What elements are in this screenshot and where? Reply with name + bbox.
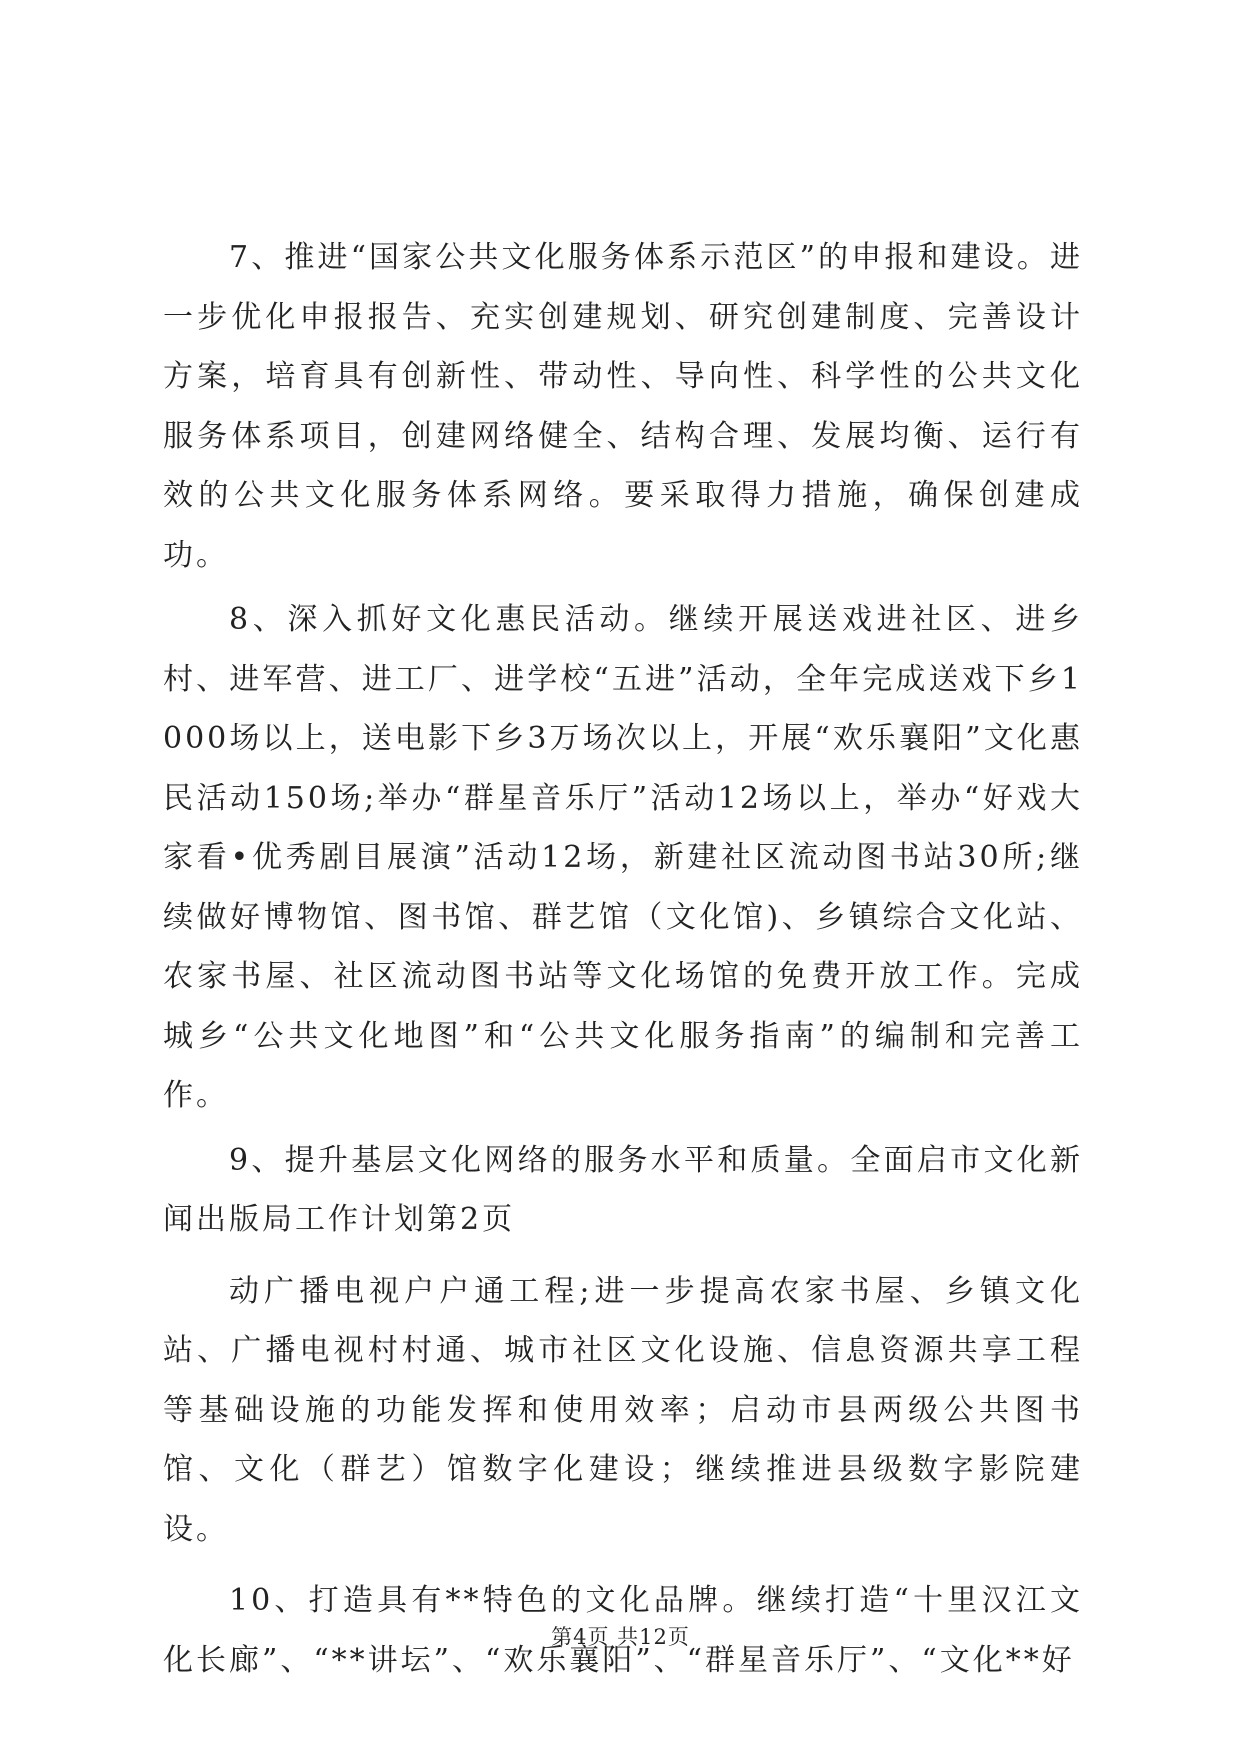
paragraph-item-10: 10、打造具有**特色的文化品牌。继续打造“十里汉江文化长廊”、“**讲坛”、“欢乐襄阳”、“群星音乐厅”、“文化**好: [163, 1583, 1083, 1678]
paragraph-continuation: 动广播电视户户通工程;进一步提高农家书屋、乡镇文化站、广播电视村村通、城市社区文化设施、信息资源共享工程等基础设施的功能发挥和使用效率；启动市县两级公共图书馆、文化（群艺）馆数字化建设；继续推进县级数字影院建设。: [163, 1273, 1083, 1547]
paragraph-item-7: 7、推进“国家公共文化服务体系示范区”的申报和建设。进一步优化申报报告、充实创建规划、研究创建制度、完善设计方案，培育具有创新性、带动性、导向性、科学性的公共文化服务体系项目，创建网络健全、结构合理、发展均衡、运行有效的公共文化服务体系网络。要采取得力措施，确保创建成功。: [163, 240, 1083, 573]
document-body: [163, 228, 1083, 1690]
paragraph-item-9: 9、提升基层文化网络的服务水平和质量。全面启市文化新闻出版局工作计划第2页: [163, 1142, 1083, 1237]
paragraph-item-8: 8、深入抓好文化惠民活动。继续开展送戏进社区、进乡村、进军营、进工厂、进学校“五进”活动，全年完成送戏下乡1000场以上，送电影下乡3万场次以上，开展“欢乐襄阳”文化惠民活动150场;举办“群星音乐厅”活动12场以上，举办“好戏大家看•优秀剧目展演”活动12场，新建社区流动图书站30所;继续做好博物馆、图书馆、群艺馆（文化馆)、乡镇综合文化站、农家书屋、社区流动图书站等文化场馆的免费开放工作。完成城乡“公共文化地图”和“公共文化服务指南”的编制和完善工作。: [163, 602, 1083, 1113]
page-number-footer: 第4页 共12页: [551, 1625, 690, 1649]
